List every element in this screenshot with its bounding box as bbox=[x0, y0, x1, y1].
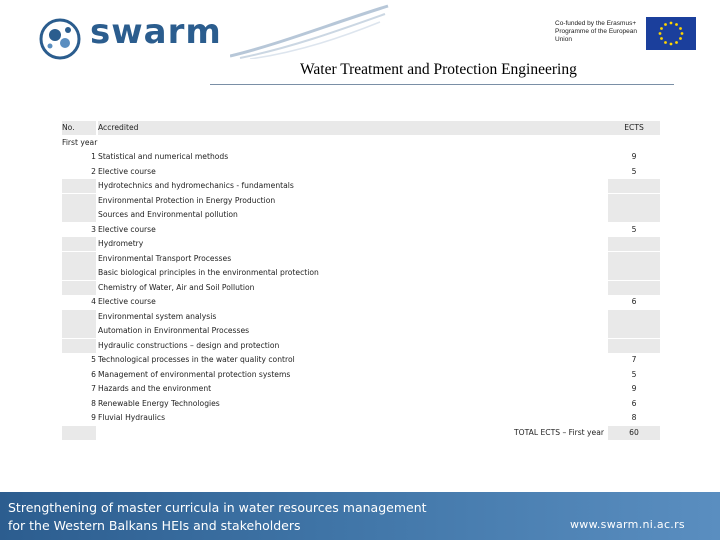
course-name: Environmental Transport Processes bbox=[98, 253, 232, 263]
total-value: 60 bbox=[608, 426, 660, 440]
ects-value bbox=[608, 252, 660, 266]
ects-value bbox=[608, 237, 660, 251]
course-name: Elective course bbox=[98, 297, 156, 306]
ects-value bbox=[608, 208, 660, 222]
table-row bbox=[62, 165, 660, 180]
total-row bbox=[62, 426, 660, 441]
table-row bbox=[62, 266, 660, 281]
table-row bbox=[62, 295, 660, 310]
row-number: 4 bbox=[91, 297, 96, 306]
row-number bbox=[62, 208, 96, 222]
logo-text: swarm bbox=[90, 12, 222, 52]
ects-value bbox=[608, 179, 660, 193]
row-number: 7 bbox=[91, 384, 96, 393]
column-header-no: No. bbox=[62, 121, 96, 135]
column-header-accredited: Accredited bbox=[98, 121, 610, 135]
table-row bbox=[62, 397, 660, 412]
course-name: Elective course bbox=[98, 224, 156, 234]
table-row bbox=[62, 252, 660, 267]
row-number: 3 bbox=[91, 224, 96, 234]
row-number bbox=[62, 266, 96, 280]
row-number bbox=[62, 194, 96, 208]
row-number bbox=[62, 237, 96, 251]
table-row bbox=[62, 237, 660, 252]
course-name: Renewable Energy Technologies bbox=[98, 398, 220, 408]
row-number: 6 bbox=[91, 369, 96, 379]
ects-value bbox=[608, 310, 660, 324]
total-label: TOTAL ECTS – First year bbox=[513, 427, 604, 437]
table-row bbox=[62, 208, 660, 223]
footer-line-2: for the Western Balkans HEIs and stakeholders bbox=[8, 518, 301, 533]
column-header-ects: ECTS bbox=[608, 121, 660, 135]
row-number: 5 bbox=[91, 355, 96, 364]
footer-project-text bbox=[8, 499, 478, 535]
course-name: Fluvial Hydraulics bbox=[98, 413, 166, 422]
table-row bbox=[62, 310, 660, 325]
table-row bbox=[62, 179, 660, 194]
table-row bbox=[62, 353, 660, 368]
row-number bbox=[62, 324, 96, 338]
eu-flag-icon bbox=[646, 17, 696, 50]
ects-value: 7 bbox=[631, 355, 637, 364]
ects-value bbox=[608, 324, 660, 338]
row-number bbox=[62, 310, 96, 324]
section-label: First year bbox=[62, 137, 98, 147]
course-name: Hydrotechnics and hydromechanics - fundamentals bbox=[98, 181, 294, 190]
table-row bbox=[62, 382, 660, 397]
table-row bbox=[62, 223, 660, 238]
table-row bbox=[62, 411, 660, 426]
ects-value bbox=[608, 194, 660, 208]
course-name: Hydraulic constructions – design and protection bbox=[98, 340, 280, 350]
course-name: Environmental system analysis bbox=[98, 311, 217, 321]
course-name: Automation in Environmental Processes bbox=[98, 326, 250, 335]
course-name: Technological processes in the water quality control bbox=[98, 355, 295, 364]
table-row bbox=[62, 194, 660, 209]
row-number: 2 bbox=[91, 166, 96, 176]
ects-value: 8 bbox=[631, 413, 637, 422]
row-number bbox=[62, 339, 96, 353]
total-no-cell bbox=[62, 426, 96, 440]
footer-line-1: Strengthening of master curricula in water resources management bbox=[8, 500, 427, 515]
course-name: Hydrometry bbox=[98, 239, 144, 248]
table-row bbox=[62, 324, 660, 339]
ects-value: 5 bbox=[631, 369, 637, 379]
ects-value: 5 bbox=[631, 166, 637, 176]
ects-value bbox=[608, 266, 660, 280]
ects-value bbox=[608, 281, 660, 295]
footer-url-link[interactable]: www.swarm.ni.ac.rs bbox=[570, 518, 685, 531]
title-divider bbox=[210, 84, 674, 85]
course-name: Statistical and numerical methods bbox=[98, 152, 229, 161]
table-header-row bbox=[62, 121, 660, 136]
row-number: 8 bbox=[91, 398, 96, 408]
swoosh-decoration bbox=[230, 4, 390, 59]
ects-value: 9 bbox=[631, 152, 637, 161]
ects-value bbox=[608, 339, 660, 353]
table-row bbox=[62, 339, 660, 354]
course-name: Management of environmental protection systems bbox=[98, 369, 291, 379]
table-row bbox=[62, 150, 660, 165]
table-body bbox=[62, 150, 660, 426]
ects-value: 5 bbox=[631, 224, 637, 234]
table-row bbox=[62, 281, 660, 296]
course-name: Sources and Environmental pollution bbox=[98, 210, 238, 219]
table-row bbox=[62, 368, 660, 383]
page-title: Water Treatment and Protection Engineering bbox=[300, 61, 577, 78]
curriculum-table bbox=[62, 121, 660, 440]
ects-value: 6 bbox=[631, 398, 637, 408]
eu-cofunding-text: Co-funded by the Erasmus+ Programme of the European Union bbox=[555, 20, 638, 43]
course-name: Hazards and the environment bbox=[98, 384, 212, 393]
row-number: 1 bbox=[91, 152, 96, 161]
course-name: Environmental Protection in Energy Production bbox=[98, 195, 276, 205]
row-number bbox=[62, 179, 96, 193]
row-number bbox=[62, 281, 96, 295]
row-number bbox=[62, 252, 96, 266]
course-name: Elective course bbox=[98, 166, 156, 176]
ects-value: 6 bbox=[631, 297, 637, 306]
course-name: Chemistry of Water, Air and Soil Pollution bbox=[98, 282, 255, 292]
course-name: Basic biological principles in the environmental protection bbox=[98, 268, 319, 277]
ects-value: 9 bbox=[631, 384, 637, 393]
footer-bar bbox=[0, 492, 720, 540]
section-row bbox=[62, 136, 660, 151]
row-number: 9 bbox=[91, 413, 96, 422]
